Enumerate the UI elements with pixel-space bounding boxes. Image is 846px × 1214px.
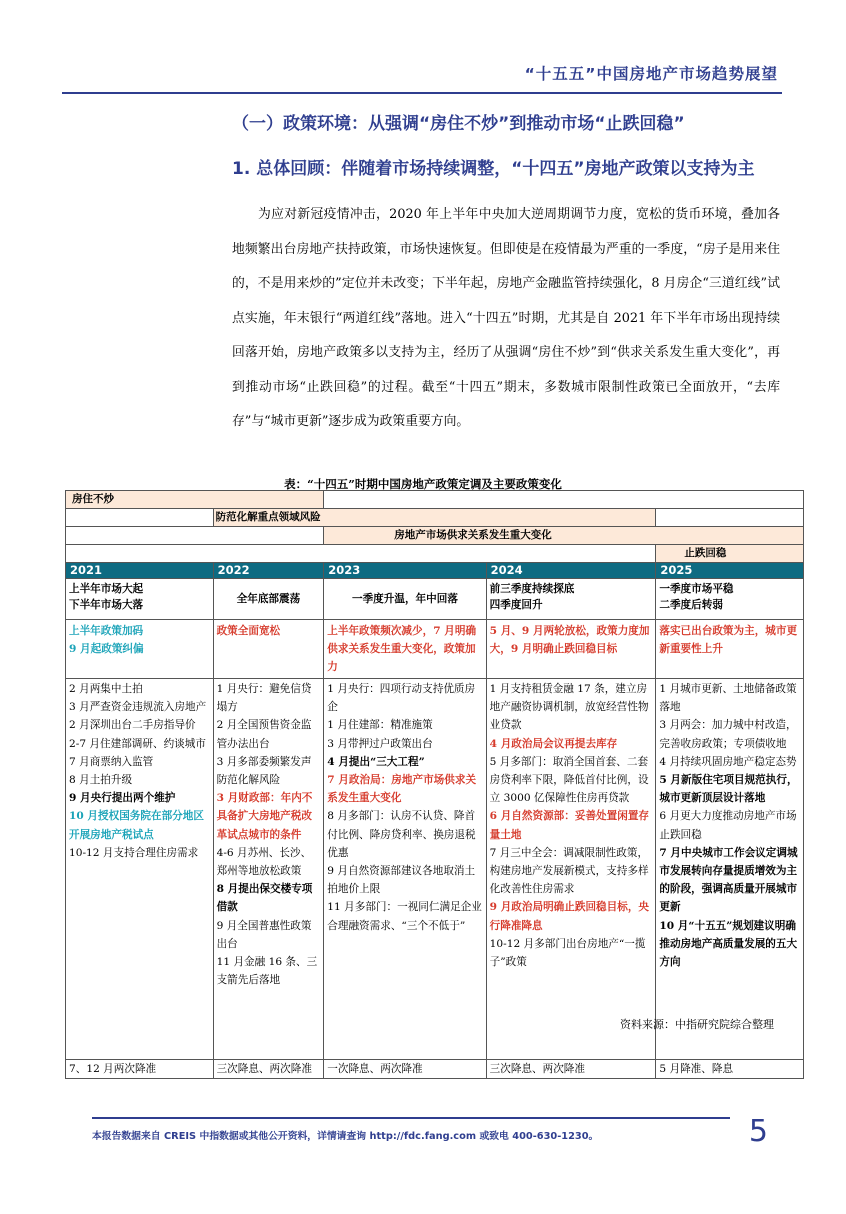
year-header: 2022 <box>213 563 324 579</box>
table-caption: 表：“十四五”时期中国房地产政策定调及主要政策变化 <box>284 477 562 491</box>
policy-text: 政策全面宽松 <box>216 625 281 637</box>
body-paragraph: 为应对新冠疫情冲击，2020 年上半年中央加大逆周期调节力度，宽松的货币环境，叠加各地频繁出台房地产扶持政策，市场快速恢复。但即使是在疫情最为严重的一季度，“房子是用来住的，不是用来炒的”定位并未改变；下半年起，房地产金融监管持续强化，8 月房企“三道红线”试点实施，年末银行“两道红线”落地。进入“十四五”时期，尤其是自 2021 年下半年市场出现持续回落开始，房地产政策多以支持为主，经历了从强调“房住不炒”到“供求关系发生重大变化”，再到推动市场“止跌回稳”的过程。截至“十四五”期末，多数城市限制性政策已全面放开，“去库存”与“城市更新”逐步成为政策重要方向。 <box>232 207 780 429</box>
rate-cell: 三次降息、两次降准 <box>486 1060 656 1079</box>
year-header: 2025 <box>656 563 804 579</box>
rate-cell: 三次降息、两次降准 <box>213 1060 324 1079</box>
detail-item: 10 月“十五五”规划建议明确推动房地产高质量发展的五大方向 <box>659 919 798 969</box>
detail-item: 2 月两集中土拍 <box>69 683 143 695</box>
page-number: 5 <box>748 1114 768 1149</box>
detail-item: 6 月自然资源部：妥善处置闲置存量土地 <box>489 810 650 841</box>
detail-cell <box>486 679 656 1060</box>
policy-cell <box>66 620 214 679</box>
policy-text: 上半年政策频次减少，7 月明确供求关系发生重大变化，政策加力 <box>327 625 477 673</box>
market-cell <box>324 579 486 620</box>
detail-item: 7 月政治局：房地产市场供求关系发生重大变化 <box>327 774 477 805</box>
market-text: 前三季度持续探底 四季度回升 <box>489 583 575 611</box>
detail-item: 7 月三中全会：调减限制性政策，构建房地产发展新模式，支持多样化改善性住房需求 <box>489 846 649 896</box>
section-heading: （一）政策环境：从强调“房住不炒”到推动市场“止跌回稳” <box>232 114 685 134</box>
detail-item: 4 月持续巩固房地产稳定态势 <box>659 755 797 768</box>
detail-item: 3 月带押过户政策出台 <box>327 737 433 750</box>
detail-cell <box>324 679 486 1060</box>
detail-item: 3 月两会：加力城中村改造，完善收房政策；专项债收地 <box>659 719 797 750</box>
body-text <box>232 198 780 440</box>
year-header: 2023 <box>324 563 486 579</box>
detail-item: 3 月财政部：年内不具备扩大房地产税改革试点城市的条件 <box>216 792 313 841</box>
detail-item: 10-12 月支持合理住房需求 <box>69 846 199 859</box>
market-text: 一季度升温，年中回落 <box>351 593 458 605</box>
bar-stabilize <box>656 545 804 563</box>
detail-item: 5 月新版住宅项目规范执行，城市更新顶层设计落地 <box>659 774 798 805</box>
detail-item: 9 月自然资源部建议各地取消土拍地价上限 <box>327 865 476 896</box>
footer-divider <box>92 1117 730 1119</box>
detail-item: 8 月土拍升级 <box>69 774 133 787</box>
detail-item: 2-7 月住建部调研、约谈城市 <box>69 737 206 750</box>
detail-item: 4 月政治局会议再提去库存 <box>489 737 618 750</box>
detail-item: 9 月政治局明确止跌回稳目标，央行降准降息 <box>489 901 650 932</box>
bar-stabilize-label: 止跌回稳 <box>684 547 727 559</box>
bar-fangzhu: 房住不炒 <box>66 491 324 509</box>
detail-item: 1 月央行：四项行动支持优质房企 <box>327 683 476 714</box>
detail-item: 4 月提出“三大工程” <box>327 755 425 768</box>
header-divider <box>62 92 782 94</box>
market-text: 全年底部震荡 <box>236 593 301 605</box>
policy-cell <box>486 620 656 679</box>
detail-item: 1 月支持租赁金融 17 条，建立房地产融资协调机制，放宽经营性物业贷款 <box>489 683 649 732</box>
detail-item: 1 月城市更新、土地储备政策落地 <box>659 683 797 714</box>
detail-item: 7 月中央城市工作会议定调城市发展转向存量提质增效为主的阶段，强调高质量开展城市更新 <box>659 846 798 914</box>
rate-cell: 7、12 月两次降准 <box>66 1060 214 1079</box>
rate-cell: 一次降息、两次降准 <box>324 1060 486 1079</box>
detail-item: 3 月严查资金违规流入房地产 <box>69 701 207 714</box>
detail-item: 2 月全国预售资金监管办法出台 <box>216 719 312 750</box>
detail-item: 11 月金融 16 条、三支箭先后落地 <box>216 956 318 987</box>
detail-item: 3 月多部委频繁发声防范化解风险 <box>216 755 312 787</box>
policy-text: 上半年政策加码 9 月起政策纠偏 <box>69 625 144 655</box>
detail-item: 2 月深圳出台二手房指导价 <box>69 719 196 732</box>
market-text: 一季度市场平稳 二季度后转弱 <box>659 583 734 611</box>
policy-text: 5 月、9 月两轮放松，政策力度加大，9 月明确止跌回稳目标 <box>489 625 650 655</box>
bar-risk: 防范化解重点领域风险 <box>213 509 656 527</box>
detail-item: 10 月授权国务院在部分地区开展房地产税试点 <box>69 810 204 841</box>
policy-cell <box>213 620 324 679</box>
market-cell <box>213 579 324 620</box>
detail-item: 4-6 月苏州、长沙、郑州等地放松政策 <box>216 846 312 878</box>
detail-item: 6 月更大力度推动房地产市场止跌回稳 <box>659 810 797 841</box>
policy-cell <box>656 620 804 679</box>
policy-table <box>65 490 804 1079</box>
market-cell <box>66 579 214 620</box>
year-header: 2024 <box>486 563 656 579</box>
detail-item: 1 月央行：避免信贷塌方 <box>216 683 312 714</box>
market-text: 上半年市场大起 下半年市场大落 <box>69 583 144 611</box>
policy-text: 落实已出台政策为主，城市更新重要性上升 <box>659 625 798 655</box>
detail-cell <box>213 679 324 1060</box>
report-title: “十五五”中国房地产市场趋势展望 <box>524 65 778 83</box>
footer-disclaimer: 本报告数据来自 CREIS 中指数据或其他公开资料，详情请查询 http://fdc.fang.com 或致电 400-630-1230。 <box>92 1131 599 1142</box>
detail-item: 11 月多部门：一视同仁满足企业合理融资需求、“三个不低于” <box>327 901 482 932</box>
detail-cell <box>66 679 214 1060</box>
detail-item: 7 月商票纳入监管 <box>69 755 154 768</box>
bar-supply-demand: 房地产市场供求关系发生重大变化 <box>324 527 804 545</box>
policy-cell <box>324 620 486 679</box>
detail-item: 1 月住建部：精准施策 <box>327 719 433 732</box>
detail-item: 5 月多部门：取消全国首套、二套房贷利率下限，降低首付比例，设立 3000 亿保障性住房再贷款 <box>489 755 649 805</box>
detail-item: 10-12 月多部门出台房地产“一揽子”政策 <box>489 937 646 969</box>
detail-item: 9 月全国普惠性政策出台 <box>216 919 312 950</box>
subsection-heading: 1. 总体回顾：伴随着市场持续调整，“十四五”房地产政策以支持为主 <box>232 159 755 179</box>
market-cell <box>486 579 656 620</box>
detail-cell <box>656 679 804 1060</box>
detail-item: 9 月央行提出两个维护 <box>69 792 176 805</box>
source-note: 资料来源：中指研究院综合整理 <box>620 1018 774 1031</box>
year-header: 2021 <box>66 563 214 579</box>
detail-item: 8 月多部门：认房不认贷、降首付比例、降房贷利率、换房退税优惠 <box>327 810 476 859</box>
market-cell <box>656 579 804 620</box>
detail-item: 8 月提出保交楼专项借款 <box>216 883 313 914</box>
rate-cell: 5 月降准、降息 <box>656 1060 804 1079</box>
